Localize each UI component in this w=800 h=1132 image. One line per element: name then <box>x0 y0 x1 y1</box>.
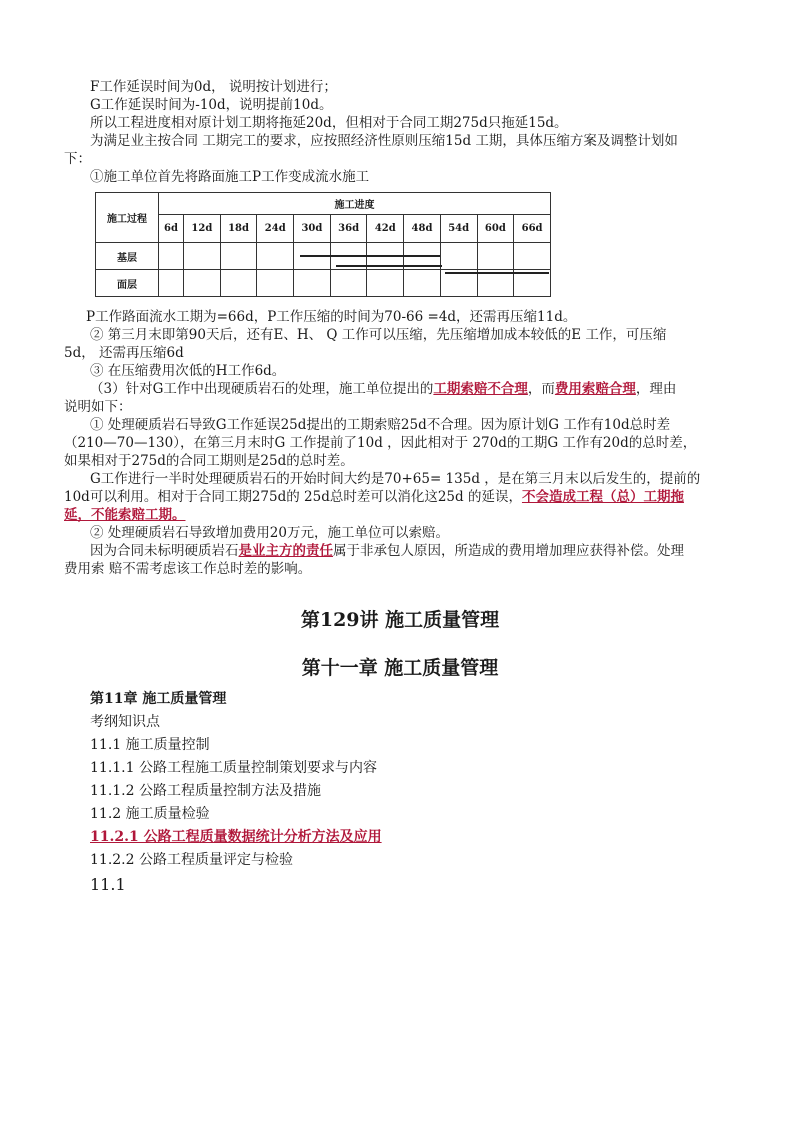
para-step2-b: 5d， 还需再压缩6d <box>64 345 184 361</box>
day-header: 36d <box>330 215 367 243</box>
lecture-heading: 第129讲 施工质量管理 <box>300 609 500 631</box>
highlight-cost-claim: 费用索赔合理 <box>554 381 636 397</box>
para-cost-reason-b: 费用索 赔不需考虑该工作总时差的影响。 <box>64 561 312 577</box>
toc-item: 11.2 施工质量检验 <box>90 806 210 822</box>
toc-item: 11.1 施工质量控制 <box>90 737 210 753</box>
para-reason1-b: （210—70—130），在第三月末时G 工作提前了10d ，因此相对于 270d的工期G 工作有20d的总时差， <box>64 435 697 451</box>
toc-item-highlight: 11.2.1 公路工程质量数据统计分析方法及应用 <box>90 829 382 845</box>
para-reason2-b: 10d可以利用。相对于合同工期275d的 25d总时差可以消化这25d 的延误，不会造成工程（总）工期拖 <box>64 489 684 505</box>
toc-chapter: 第11章 施工质量管理 <box>90 691 227 707</box>
day-header: 42d <box>367 215 404 243</box>
col-header: 施工过程 <box>96 193 159 243</box>
highlight-owner-responsibility: 是业主方的责任 <box>238 543 333 559</box>
day-header: 66d <box>514 215 551 243</box>
para-cost: ② 处理硬质岩石导致增加费用20万元，施工单位可以索赔。 <box>90 525 449 541</box>
day-header: 24d <box>257 215 294 243</box>
schedule-bar <box>300 255 440 257</box>
para-p-flow: P工作路面流水工期为=66d，P工作压缩的时间为70-66 =4d，还需再压缩11d。 <box>86 309 577 325</box>
para-g-delay: G工作延误时间为-10d，说明提前10d。 <box>90 97 333 113</box>
toc-item: 11.2.2 公路工程质量评定与检验 <box>90 852 293 868</box>
day-header: 6d <box>159 215 184 243</box>
para-reason2-c <box>64 506 186 524</box>
row-label-base: 基层 <box>96 243 159 270</box>
row-label-surface: 面层 <box>96 270 159 297</box>
day-header: 18d <box>220 215 257 243</box>
para-reason2-a: G工作进行一半时处理硬质岩石的开始时间大约是70+65= 135d ，是在第三月末以后发生的，提前的 <box>90 471 701 487</box>
toc-outline: 考纲知识点 <box>90 714 160 730</box>
para-step2-a: ② 第三月末即第90天后，还有E、H、 Q 工作可以压缩，先压缩增加成本较低的E 工作，可压缩 <box>90 327 667 343</box>
day-header: 60d <box>477 215 514 243</box>
day-header: 54d <box>440 215 477 243</box>
group-header: 施工进度 <box>159 193 551 215</box>
para-compress-b: 下： <box>64 151 91 167</box>
schedule-bar <box>336 265 442 267</box>
day-header: 12d <box>184 215 221 243</box>
highlight-no-claim: 延，不能索赔工期。 <box>64 507 186 523</box>
para-f-delay: F工作延误时间为0d， 说明按计划进行； <box>90 79 337 95</box>
para-claim: （3）针对G工作中出现硬质岩石的处理，施工单位提出的工期索赔不合理，而费用索赔合理，理由 <box>90 381 677 397</box>
para-compress-a: 为满足业主按合同 工期完工的要求，应按照经济性原则压缩15d 工期，具体压缩方案及调整计划如 <box>90 133 678 149</box>
para-claim-b: 说明如下： <box>64 399 132 415</box>
para-reason1-c: 如果相对于275d的合同工期则是25d的总时差。 <box>64 453 354 469</box>
para-reason1-a: ① 处理硬质岩石导致G工作延误25d提出的工期索赔25d不合理。因为原计划G 工作有10d总时差 <box>90 417 671 433</box>
schedule-bar <box>445 272 549 274</box>
section-number: 11.1 <box>90 875 126 894</box>
para-step1: ①施工单位首先将路面施工P工作变成流水施工 <box>90 169 370 185</box>
day-header: 30d <box>294 215 331 243</box>
para-progress: 所以工程进度相对原计划工期将拖延20d，但相对于合同工期275d只拖延15d。 <box>90 115 568 131</box>
highlight-time-claim: 工期索赔不合理 <box>433 381 528 397</box>
highlight-no-delay: 不会造成工程（总）工期拖 <box>521 489 684 505</box>
schedule-table <box>95 192 551 297</box>
chapter-heading: 第十一章 施工质量管理 <box>301 657 499 679</box>
toc-item: 11.1.1 公路工程施工质量控制策划要求与内容 <box>90 760 377 776</box>
day-header: 48d <box>404 215 441 243</box>
para-step3: ③ 在压缩费用次低的H工作6d。 <box>90 363 286 379</box>
para-cost-reason-a: 因为合同未标明硬质岩石是业主方的责任属于非承包人原因，所造成的费用增加理应获得补偿。处理 <box>90 543 684 559</box>
toc-item: 11.1.2 公路工程质量控制方法及措施 <box>90 783 321 799</box>
